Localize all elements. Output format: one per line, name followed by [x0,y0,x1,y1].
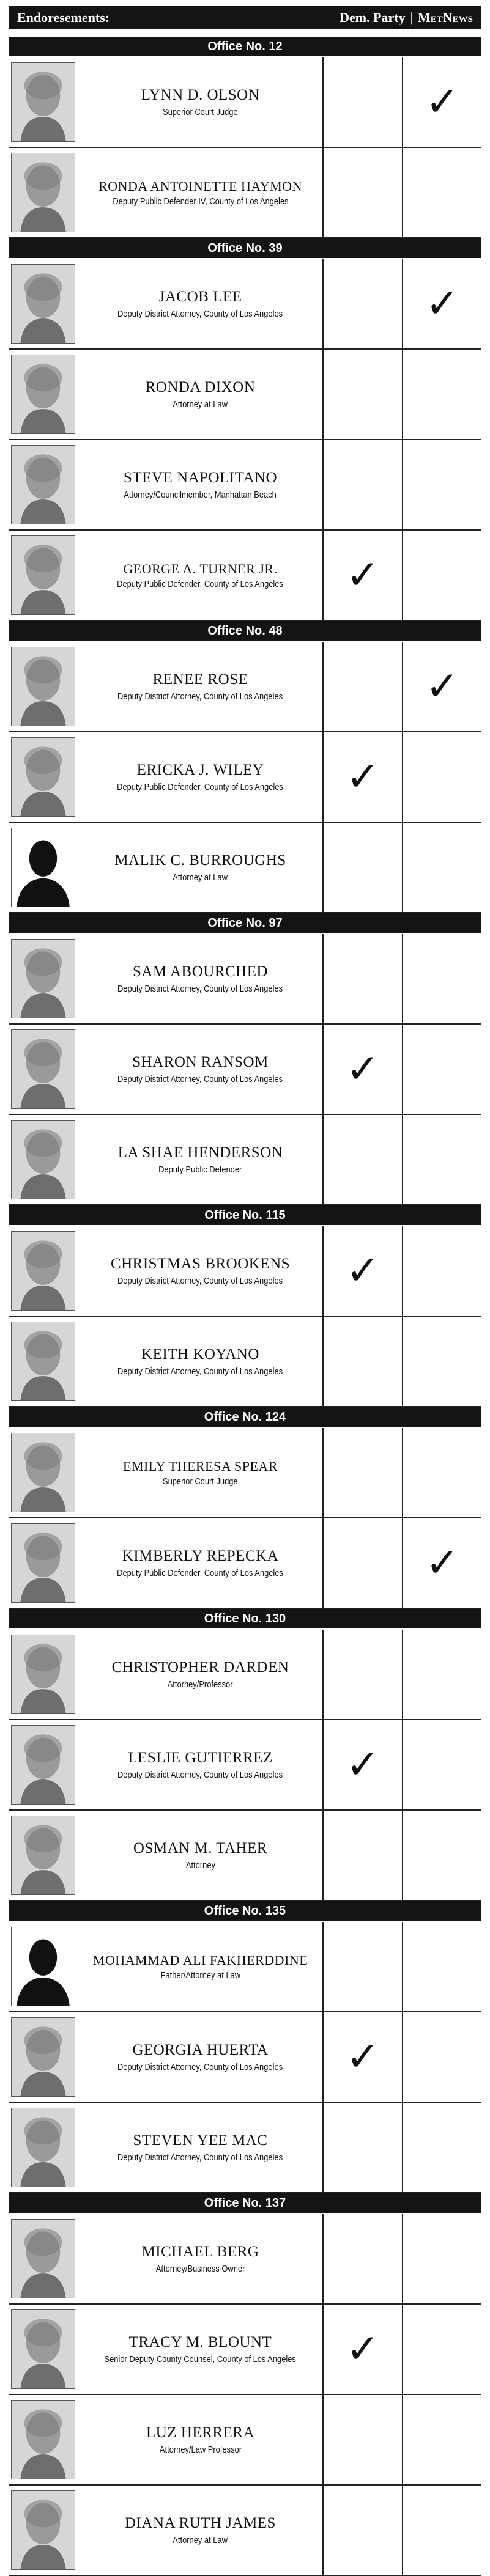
candidate-cell [9,1115,324,1204]
candidate-row [9,934,481,1025]
candidate-cell [9,1317,324,1406]
candidate-row [9,2103,481,2193]
metnews-endorsement-cell [403,2305,481,2394]
candidate-cell [9,934,324,1023]
candidate-cell [9,732,324,822]
candidate-occupation: Attorney at Law [173,872,228,883]
candidate-info [81,1115,320,1204]
candidate-info [81,1428,320,1517]
candidate-photo [11,1322,75,1401]
metnews-endorsement-cell [403,2395,481,2484]
dem-party-endorsement-cell [324,2305,403,2394]
candidate-row [9,531,481,621]
check-icon: ✓ [425,280,459,327]
candidate-photo [11,2108,75,2187]
dem-party-endorsement-cell [324,531,403,620]
candidate-info [81,1630,320,1719]
candidate-row [9,1922,481,2012]
candidate-photo [11,1725,75,1805]
candidate-photo [11,2400,75,2479]
candidate-photo [11,2017,75,2097]
candidate-info [81,1922,320,2011]
candidate-row [9,1226,481,1317]
dem-party-endorsement-cell [324,1630,403,1719]
metnews-endorsement-cell [403,57,481,147]
dem-party-endorsement-cell [324,823,403,912]
candidate-photo [11,939,75,1018]
candidate-occupation: Senior Deputy County Counsel, County of Los Angeles [104,2353,297,2364]
dem-party-endorsement-cell [324,57,403,147]
candidate-name: LYNN D. OLSON [141,87,260,104]
candidate-photo [11,445,75,524]
candidate-row [9,2395,481,2486]
candidate-row [9,1428,481,1518]
candidate-info [81,57,320,147]
office-heading: Office No. 124 [9,1407,481,1427]
candidate-info [81,2305,320,2394]
candidate-row [9,1317,481,1407]
candidate-occupation: Attorney/Councilmember, Manhattan Beach [124,489,277,500]
candidate-row [9,823,481,913]
candidate-occupation: Deputy District Attorney, County of Los Angeles [117,308,283,319]
check-icon: ✓ [346,2325,380,2372]
candidate-row [9,1025,481,1115]
candidate-cell [9,1630,324,1719]
candidate-cell [9,1518,324,1608]
candidate-photo [11,2309,75,2389]
candidate-cell [9,1226,324,1316]
office-heading: Office No. 39 [9,238,481,258]
candidate-name: MOHAMMAD ALI FAKHERDDINE [92,1952,308,1968]
dem-party-endorsement-cell [324,1428,403,1517]
endorsements-title: Endoresements: [17,10,110,25]
candidate-photo [11,737,75,817]
dem-party-endorsement-cell [324,2395,403,2484]
candidate-occupation: Attorney at Law [173,2534,228,2545]
office-heading: Office No. 130 [9,1609,481,1628]
dem-party-endorsement-cell [324,350,403,439]
candidate-info [81,1720,320,1809]
candidate-info [81,259,320,348]
candidate-row [9,440,481,531]
candidate-occupation: Father/Attorney at Law [160,1970,240,1981]
candidate-name: KIMBERLY REPECKA [122,1548,279,1565]
dem-party-endorsement-cell [324,1226,403,1316]
candidate-cell [9,350,324,439]
candidate-info [81,440,320,529]
candidate-cell [9,2103,324,2192]
metnews-endorsement-cell [403,2214,481,2303]
dem-party-endorsement-cell [324,1922,403,2011]
endorsements-header [9,6,481,29]
candidate-name: SHARON RANSOM [132,1054,269,1071]
candidate-occupation: Deputy Public Defender [158,1164,242,1175]
metnews-endorsement-cell [403,2012,481,2102]
metnews-endorsement-cell [403,1226,481,1316]
silhouette-icon [11,1927,75,2006]
candidate-name: LUZ HERRERA [146,2424,255,2442]
office-heading: Office No. 97 [9,913,481,933]
candidate-cell [9,148,324,237]
candidate-row [9,2305,481,2395]
candidate-info [81,2012,320,2102]
candidate-occupation: Deputy District Attorney, County of Los Angeles [117,1366,283,1377]
candidate-photo [11,2490,75,2570]
dem-party-endorsement-cell [324,1025,403,1114]
candidate-photo [11,1635,75,1714]
metnews-endorsement-cell [403,259,481,348]
candidate-info [81,2486,320,2575]
candidate-row [9,148,481,238]
candidate-row [9,2214,481,2305]
candidate-occupation: Deputy Public Defender, County of Los Angeles [117,579,284,590]
candidate-cell [9,2305,324,2394]
dem-party-endorsement-cell [324,2103,403,2192]
candidate-row [9,1115,481,1205]
check-icon: ✓ [346,1741,380,1788]
metnews-endorsement-cell [403,732,481,822]
candidate-name: KEITH KOYANO [141,1346,259,1363]
check-icon: ✓ [346,551,380,598]
candidate-occupation: Deputy District Attorney, County of Los Angeles [117,2152,283,2163]
candidate-occupation: Deputy District Attorney, County of Los Angeles [117,1073,283,1084]
candidate-occupation: Deputy District Attorney, County of Los Angeles [117,1769,283,1780]
candidate-name: STEVEN YEE MAC [133,2132,268,2149]
candidate-photo [11,264,75,344]
candidate-row [9,642,481,732]
candidate-row [9,2012,481,2103]
candidate-row [9,1630,481,1720]
dem-party-endorsement-cell [324,1115,403,1204]
candidate-occupation: Superior Court Judge [163,106,238,117]
check-icon: ✓ [425,78,459,125]
candidate-name: OSMAN M. TAHER [133,1840,268,1857]
metnews-endorsement-cell [403,2486,481,2575]
candidate-photo [11,1120,75,1199]
candidate-occupation: Attorney [185,1860,215,1871]
candidate-name: CHRISTMAS BROOKENS [110,1256,291,1273]
candidate-info [81,2395,320,2484]
metnews-endorsement-cell [403,350,481,439]
candidate-name: STEVE NAPOLITANO [123,469,278,487]
candidate-info [81,1226,320,1316]
candidate-occupation: Deputy Public Defender, County of Los Angeles [117,1567,284,1578]
candidate-cell [9,2012,324,2102]
candidate-occupation: Deputy Public Defender, County of Los Angeles [117,781,284,792]
column-separator: | [410,10,413,25]
candidate-row [9,2486,481,2576]
office-heading: Office No. 135 [9,1901,481,1921]
candidate-photo [11,62,75,142]
candidate-occupation: Deputy District Attorney, County of Los Angeles [117,691,283,702]
candidate-name: EMILY THERESA SPEAR [123,1458,278,1474]
candidate-cell [9,440,324,529]
candidate-row [9,259,481,350]
candidate-info [81,148,320,237]
dem-party-endorsement-cell [324,642,403,731]
candidate-photo [11,2219,75,2298]
candidate-cell [9,2395,324,2484]
candidate-name: MICHAEL BERG [141,2243,259,2261]
metnews-endorsement-cell [403,1428,481,1517]
candidate-info [81,2103,320,2192]
candidate-photo [11,1523,75,1603]
dem-party-endorsement-cell [324,259,403,348]
candidate-name: RONDA ANTOINETTE HAYMON [98,178,302,194]
candidate-occupation: Attorney at Law [173,399,228,410]
candidate-info [81,531,320,620]
candidate-cell [9,1720,324,1809]
office-heading: Office No. 115 [9,1205,481,1225]
candidate-occupation: Attorney/Business Owner [155,2263,245,2274]
metnews-endorsement-cell [403,2103,481,2192]
dem-party-column-header: Dem. Party [340,10,406,25]
candidate-name: ERICKA J. WILEY [136,762,264,779]
dem-party-endorsement-cell [324,1518,403,1608]
metnews-endorsement-cell [403,1720,481,1809]
candidate-info [81,350,320,439]
check-icon: ✓ [346,753,380,800]
candidate-name: TRACY M. BLOUNT [128,2334,272,2351]
metnews-endorsement-cell [403,1317,481,1406]
candidate-cell [9,642,324,731]
candidate-info [81,1811,320,1900]
silhouette-icon [11,828,75,907]
candidate-name: RONDA DIXON [145,379,256,396]
metnews-endorsement-cell [403,642,481,731]
candidate-info [81,934,320,1023]
candidate-photo [11,647,75,726]
candidate-occupation: Deputy District Attorney, County of Los Angeles [117,2061,283,2072]
candidate-info [81,1518,320,1608]
dem-party-endorsement-cell [324,2486,403,2575]
dem-party-endorsement-cell [324,1720,403,1809]
candidate-name: DIANA RUTH JAMES [125,2515,276,2532]
candidate-name: MALIK C. BURROUGHS [114,852,286,869]
candidate-row [9,1518,481,1609]
candidate-info [81,1025,320,1114]
check-icon: ✓ [425,1539,459,1586]
candidate-cell [9,1428,324,1517]
dem-party-endorsement-cell [324,148,403,237]
metnews-endorsement-cell [403,440,481,529]
candidate-occupation: Attorney/Law Professor [159,2444,242,2455]
metnews-endorsement-cell [403,1922,481,2011]
dem-party-endorsement-cell [324,732,403,822]
metnews-endorsement-cell [403,823,481,912]
dem-party-endorsement-cell [324,934,403,1023]
metnews-endorsement-cell [403,1025,481,1114]
metnews-column-header: MetNews [417,10,473,25]
candidate-cell [9,531,324,620]
candidate-name: JACOB LEE [158,289,242,306]
dem-party-endorsement-cell [324,440,403,529]
candidate-cell [9,1922,324,2011]
candidate-cell [9,57,324,147]
office-heading: Office No. 137 [9,2193,481,2213]
check-icon: ✓ [425,663,459,710]
candidate-name: GEORGE A. TURNER JR. [123,561,278,576]
metnews-endorsement-cell [403,1811,481,1900]
metnews-endorsement-cell [403,934,481,1023]
candidate-info [81,823,320,912]
dem-party-endorsement-cell [324,2012,403,2102]
candidate-row [9,350,481,440]
candidate-name: SAM ABOURCHED [132,963,269,981]
candidate-cell [9,1811,324,1900]
candidate-name: RENEE ROSE [152,671,248,688]
candidate-info [81,2214,320,2303]
candidate-photo [11,153,75,232]
candidate-row [9,57,481,148]
candidate-cell [9,823,324,912]
column-headers [340,10,473,26]
candidate-name: CHRISTOPHER DARDEN [111,1659,289,1676]
candidate-occupation: Deputy District Attorney, County of Los Angeles [117,1275,283,1286]
candidate-name: LA SHAE HENDERSON [117,1144,283,1161]
candidate-photo [11,1029,75,1109]
dem-party-endorsement-cell [324,1811,403,1900]
candidate-photo [11,1433,75,1512]
candidate-occupation: Deputy District Attorney, County of Los Angeles [117,983,283,994]
metnews-endorsement-cell [403,1630,481,1719]
candidate-photo [11,1816,75,1895]
metnews-endorsement-cell [403,531,481,620]
candidate-cell [9,1025,324,1114]
dem-party-endorsement-cell [324,1317,403,1406]
check-icon: ✓ [346,2033,380,2080]
candidate-photo [11,355,75,434]
candidate-info [81,732,320,822]
metnews-endorsement-cell [403,1115,481,1204]
check-icon: ✓ [346,1045,380,1092]
metnews-endorsement-cell [403,148,481,237]
metnews-endorsement-cell [403,1518,481,1608]
dem-party-endorsement-cell [324,2214,403,2303]
candidate-cell [9,2214,324,2303]
candidate-cell [9,259,324,348]
office-heading: Office No. 12 [9,37,481,56]
check-icon: ✓ [346,1247,380,1294]
candidate-row [9,1720,481,1811]
candidate-info [81,1317,320,1406]
candidate-occupation: Superior Court Judge [163,1476,238,1487]
candidate-occupation: Attorney/Professor [168,1679,233,1690]
candidate-name: LESLIE GUTIERREZ [128,1750,273,1767]
candidate-occupation: Deputy Public Defender IV, County of Los Angeles [112,196,289,207]
candidate-cell [9,2486,324,2575]
candidate-name: GEORGIA HUERTA [132,2042,269,2059]
candidate-info [81,642,320,731]
office-heading: Office No. 48 [9,621,481,641]
candidate-row [9,1811,481,1901]
candidate-row [9,732,481,823]
candidate-photo [11,1231,75,1311]
candidate-photo [11,535,75,615]
